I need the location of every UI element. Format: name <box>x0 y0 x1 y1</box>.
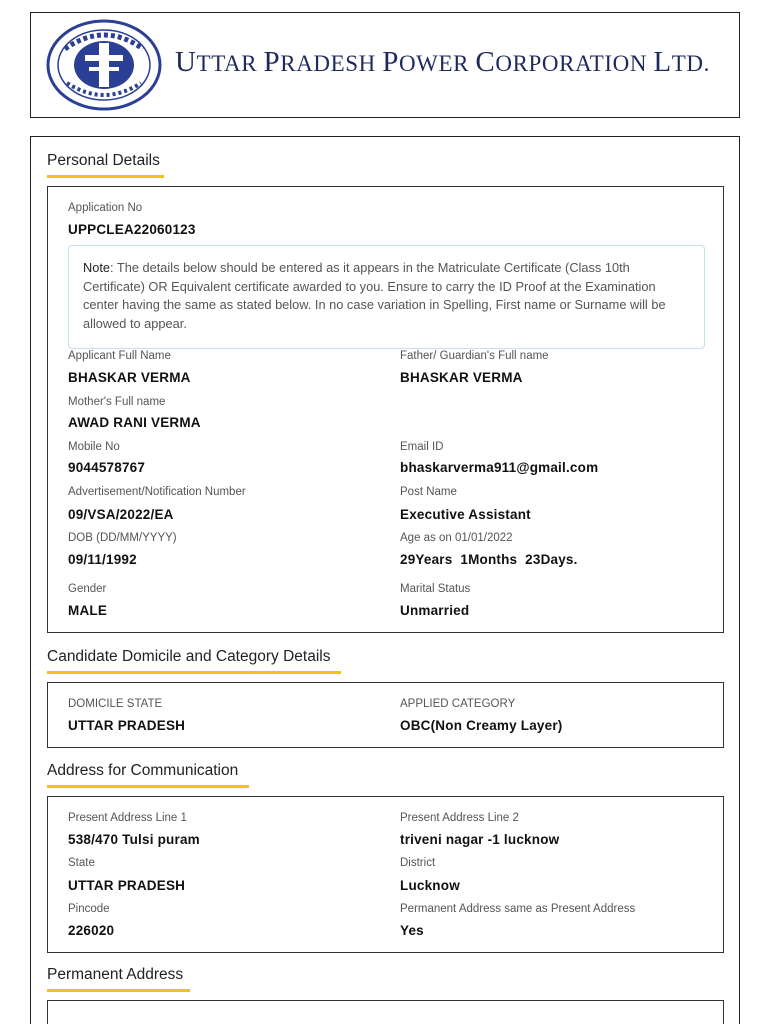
mother-name-value: AWAD RANI VERMA <box>68 415 201 430</box>
section-title-address: Address for Communication <box>47 762 239 779</box>
organization-name: UTTAR PRADESH POWER CORPORATION LTD. <box>175 46 710 78</box>
marital-status-label: Marital Status <box>400 583 471 595</box>
advertisement-number-label: Advertisement/Notification Number <box>68 486 246 498</box>
father-name-value: BHASKAR VERMA <box>400 370 523 385</box>
uppcl-emblem-icon <box>45 19 163 111</box>
section-underline <box>47 671 341 674</box>
email-value: bhaskarverma911@gmail.com <box>400 460 599 475</box>
marital-status-value: Unmarried <box>400 603 470 618</box>
address-line2-value: triveni nagar -1 lucknow <box>400 832 560 847</box>
domicile-state-value: UTTAR PRADESH <box>68 718 186 733</box>
applied-category-label: APPLIED CATEGORY <box>400 698 516 710</box>
mobile-value: 9044578767 <box>68 460 146 475</box>
application-no-value: UPPCLEA22060123 <box>68 222 196 237</box>
dob-value: 09/11/1992 <box>68 552 137 567</box>
address-card <box>47 796 724 953</box>
pincode-label: Pincode <box>68 903 110 915</box>
gender-label: Gender <box>68 583 107 595</box>
post-name-value: Executive Assistant <box>400 507 531 522</box>
permanent-same-value: Yes <box>400 923 424 938</box>
age-value: 29Years 1Months 23Days. <box>400 552 578 567</box>
post-name-label: Post Name <box>400 486 457 498</box>
state-label: State <box>68 857 95 869</box>
address-line1-label: Present Address Line 1 <box>68 812 187 824</box>
state-value: UTTAR PRADESH <box>68 878 186 893</box>
section-underline <box>47 175 164 178</box>
father-name-label: Father/ Guardian's Full name <box>400 350 549 362</box>
permanent-address-card <box>47 1000 724 1024</box>
note-text: : The details below should be entered as it appears in the Matriculate Certificate (Class 10th Certificate) OR Equivalent certificate awarded to you. Ensure to carry the ID Proof at the Examination center having the same as stated below. In no case variation in Spelling, First name or Surname will be allowed to appear. <box>83 260 666 331</box>
applied-category-value: OBC(Non Creamy Layer) <box>400 718 563 733</box>
section-title-personal-details: Personal Details <box>47 152 160 169</box>
applicant-name-label: Applicant Full Name <box>68 350 171 362</box>
section-underline <box>47 785 249 788</box>
domicile-card <box>47 682 724 748</box>
dob-label: DOB (DD/MM/YYYY) <box>68 532 177 544</box>
permanent-same-label: Permanent Address same as Present Address <box>400 903 636 915</box>
district-label: District <box>400 857 436 869</box>
district-value: Lucknow <box>400 878 460 893</box>
section-title-domicile: Candidate Domicile and Category Details <box>47 648 331 665</box>
pincode-value: 226020 <box>68 923 115 938</box>
address-line2-label: Present Address Line 2 <box>400 812 519 824</box>
address-line1-value: 538/470 Tulsi puram <box>68 832 200 847</box>
applicant-name-value: BHASKAR VERMA <box>68 370 191 385</box>
personal-details-card <box>47 186 724 633</box>
page-header <box>30 12 740 118</box>
advertisement-number-value: 09/VSA/2022/EA <box>68 507 174 522</box>
note-box <box>68 245 705 349</box>
section-title-permanent-address: Permanent Address <box>47 966 184 983</box>
application-form <box>30 136 740 1024</box>
age-label: Age as on 01/01/2022 <box>400 532 513 544</box>
application-no-label: Application No <box>68 202 143 214</box>
mother-name-label: Mother's Full name <box>68 396 166 408</box>
domicile-state-label: DOMICILE STATE <box>68 698 163 710</box>
note-label: Note <box>83 260 111 275</box>
gender-value: MALE <box>68 603 108 618</box>
section-underline <box>47 989 190 992</box>
mobile-label: Mobile No <box>68 441 120 453</box>
email-label: Email ID <box>400 441 444 453</box>
